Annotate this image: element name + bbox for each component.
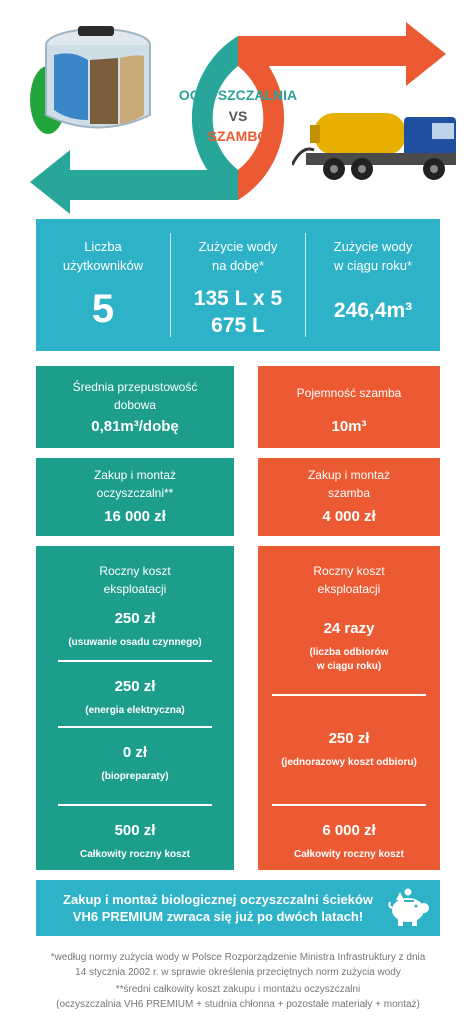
plant-capacity-label-2: dobowa [113, 398, 157, 412]
title-oczyszczalnia: OCZYSZCZALNIA [178, 87, 298, 103]
tank-trips-note-1: (liczba odbiorów [309, 647, 389, 658]
septic-truck-image [292, 95, 470, 185]
plant-cost-bio-value: 0 zł [122, 744, 148, 761]
divider [58, 726, 212, 728]
stat-daily-label-1: Zużycie wody [198, 239, 278, 254]
stat-daily-water [171, 219, 305, 351]
plant-costs-label-1: Roczny koszt [99, 564, 171, 578]
tank-capacity-label: Pojemność szamba [296, 386, 402, 400]
plant-total-value: 500 zł [114, 822, 156, 839]
footnote-2: 14 stycznia 2002 r. w sprawie określenia przeciętnych norm zużycia wody [75, 967, 401, 978]
tank-capacity-card [258, 366, 440, 448]
plant-purchase-label-2: oczyszczalni** [96, 486, 174, 500]
tank-capacity-value: 10m³ [331, 418, 367, 435]
usage-stats-panel [36, 219, 440, 351]
stat-daily-label-2: na dobę* [211, 258, 265, 273]
tank-costs-label-2: eksploatacji [317, 582, 381, 596]
tank-total-value: 6 000 zł [322, 822, 376, 839]
plant-cost-sludge-note: (usuwanie osadu czynnego) [68, 637, 202, 648]
stat-daily-value-2: 675 L [211, 314, 265, 337]
stat-users-label-1: Liczba [84, 239, 122, 254]
title-szambo: SZAMBO [207, 128, 269, 144]
stat-users-label-2: użytkowników [62, 258, 144, 273]
plant-capacity-value: 0,81m³/dobę [91, 418, 179, 435]
payback-banner [36, 880, 440, 936]
plant-capacity-card [36, 366, 234, 448]
plant-purchase-value: 16 000 zł [104, 508, 166, 525]
plant-cost-sludge-value: 250 zł [114, 610, 156, 627]
tank-pickup-value: 250 zł [328, 730, 370, 747]
plant-capacity-label-1: Średnia przepustowość [72, 380, 198, 394]
banner-line-1: Zakup i montaż biologicznej oczyszczalni ścieków [63, 892, 373, 907]
plant-purchase-label-1: Zakup i montaż [93, 468, 177, 482]
tank-purchase-label-1: Zakup i montaż [307, 468, 391, 482]
plant-total-label: Całkowity roczny koszt [79, 849, 191, 860]
divider [272, 804, 426, 806]
tank-purchase-value: 4 000 zł [322, 508, 376, 525]
tank-total-label: Całkowity roczny koszt [293, 849, 405, 860]
tank-trips-value: 24 razy [323, 620, 375, 637]
title-vs: VS [228, 108, 248, 124]
stat-daily-value-1: 135 L x 5 [193, 287, 283, 310]
stat-yearly-label-2: w ciągu roku* [333, 258, 413, 273]
stat-users [36, 219, 170, 351]
treatment-plant-image [28, 20, 163, 140]
tank-purchase-card [258, 458, 440, 536]
plant-costs-label-2: eksploatacji [103, 582, 167, 596]
footnote-4: (oczyszczalnia VH6 PREMIUM + studnia chłonna + pozostałe materiały + montaż) [56, 999, 420, 1010]
banner-line-2: VH6 PREMIUM zwraca się już po dwóch latach! [72, 909, 364, 924]
tank-trips-note-2: w ciągu roku) [316, 661, 382, 672]
tank-costs-label-1: Roczny koszt [313, 564, 385, 578]
plant-annual-costs-card [36, 546, 234, 870]
tank-annual-costs-card [258, 546, 440, 870]
divider [58, 804, 212, 806]
footnote-1: *według normy zużycia wody w Polsce Rozporządzenie Ministra Infrastruktury z dnia [50, 952, 426, 963]
tank-pickup-note: (jednorazowy koszt odbioru) [281, 757, 417, 768]
tank-purchase-label-2: szamba [327, 486, 371, 500]
divider [58, 660, 212, 662]
plant-cost-energy-value: 250 zł [114, 678, 156, 695]
stat-yearly-water [306, 219, 440, 351]
plant-cost-energy-note: (energia elektryczna) [85, 705, 185, 716]
piggy-bank-icon [386, 888, 432, 928]
stat-yearly-value: 246,4m³ [333, 299, 413, 322]
stat-users-value: 5 [91, 287, 115, 331]
footnote-3: **średni całkowity koszt zakupu i montażu oczyszczalni [115, 984, 361, 995]
divider [272, 694, 426, 696]
plant-purchase-card [36, 458, 234, 536]
header-graphic [0, 0, 476, 215]
plant-cost-bio-note: (biopreparaty) [101, 771, 169, 782]
stat-yearly-label-1: Zużycie wody [333, 239, 413, 254]
